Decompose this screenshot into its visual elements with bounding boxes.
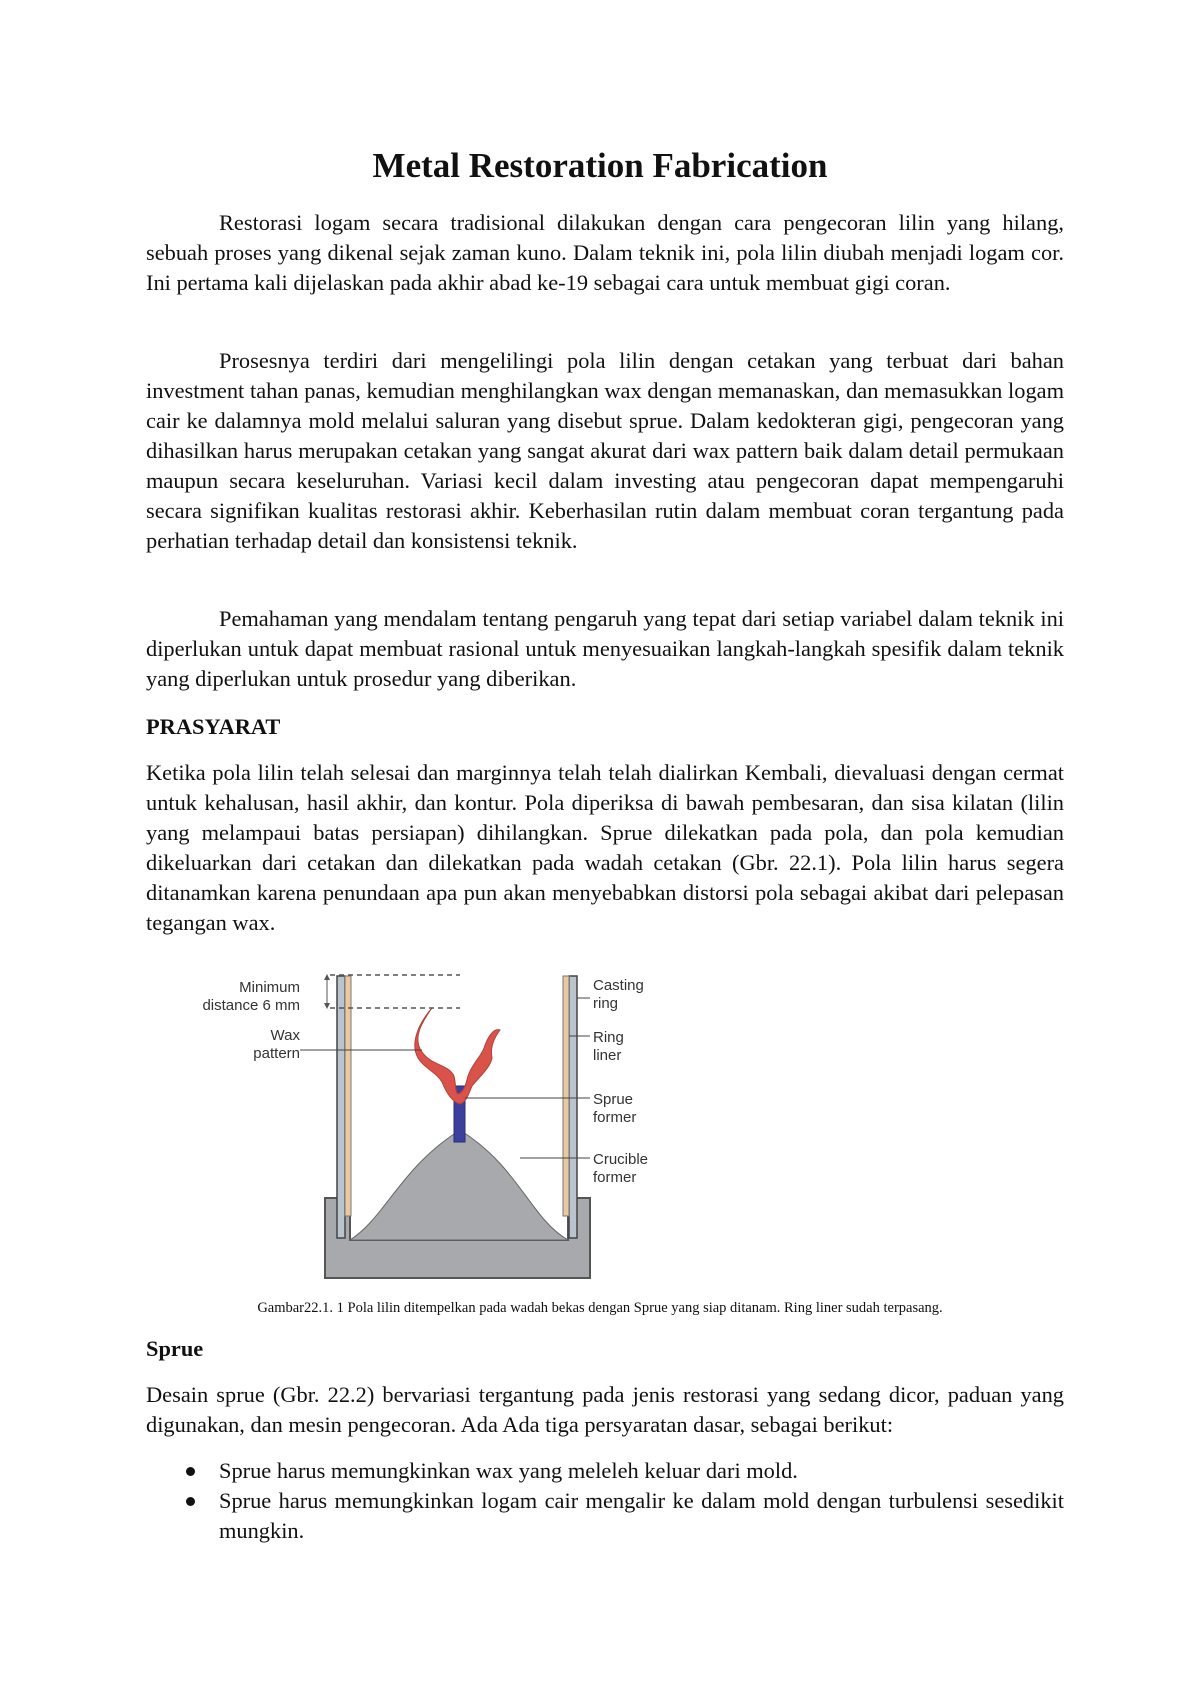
label-minimum-2: distance 6 mm <box>202 997 300 1014</box>
paragraph-intro: Restorasi logam secara tradisional dilakukan dengan cara pengecoran lilin yang hilang, sebuah proses yang dikenal sejak zaman kuno. Dalam teknik ini, pola lilin diubah menjadi logam cor. Ini pertama kali dijelaskan pada akhir abad ke-19 sebagai cara untuk membuat gigi coran. <box>146 210 1064 295</box>
label-wax-1: Wax <box>270 1027 300 1044</box>
label-sprue-1: Sprue <box>593 1091 634 1108</box>
label-casting-2: ring <box>593 995 619 1012</box>
paragraph-prasyarat: Ketika pola lilin telah selesai dan marginnya telah telah dialirkan Kembali, dievaluasi dengan cermat untuk kehalusan, hasil akhir, dan kontur. Pola diperiksa di bawah pembesaran, dan sisa kilatan (lilin yang melampaui batas persiapan) dihilangkan. Sprue dilekatkan pada pola, dan pola kemudian dikeluarkan dari cetakan dan dilekatkan pada wadah cetakan (Gbr. 22.1). Pola lilin harus segera ditanamkan karena penundaan apa pun akan menyebabkan distorsi pola sebagai akibat dari pelepasan tegangan wax. <box>146 760 1064 935</box>
label-ringliner-2: liner <box>593 1047 622 1064</box>
list-item-text: Sprue harus memungkinkan wax yang meleleh keluar dari mold. <box>219 1458 798 1483</box>
label-casting-1: Casting <box>593 977 644 994</box>
requirements-list <box>146 1456 1064 1546</box>
ring-liner-left <box>345 976 351 1216</box>
casting-ring-left <box>337 976 345 1238</box>
label-wax-2: pattern <box>253 1045 300 1062</box>
ring-liner-right <box>563 976 569 1216</box>
label-crucible-1: Crucible <box>593 1151 649 1168</box>
bullet-icon <box>186 1497 195 1506</box>
figure-caption: Gambar22.1. 1 Pola lilin ditempelkan pada wadah bekas dengan Sprue yang siap ditanam. Ring liner sudah terpasang. <box>257 1300 943 1316</box>
heading-sprue: Sprue <box>146 1336 204 1361</box>
page-title: Metal Restoration Fabrication <box>372 146 828 185</box>
label-sprue-2: former <box>593 1109 637 1126</box>
paragraph-sprue: Desain sprue (Gbr. 22.2) bervariasi tergantung pada jenis restorasi yang sedang dicor, paduan yang digunakan, dan mesin pengecoran. Ada Ada tiga persyaratan dasar, sebagai berikut: <box>146 1382 1064 1437</box>
paragraph-process: Prosesnya terdiri dari mengelilingi pola lilin dengan cetakan yang terbuat dari bahan investment tahan panas, kemudian menghilangkan wax dengan memanaskan, dan memasukkan logam cair ke dalamnya mold melalui saluran yang disebut sprue. Dalam kedokteran gigi, pengecoran yang dihasilkan harus merupakan cetakan yang sangat akurat dari wax pattern baik dalam detail permukaan maupun secara keseluruhan. Variasi kecil dalam investing atau pengecoran dapat mempengaruhi secara signifikan kualitas restorasi akhir. Keberhasilan rutin dalam membuat coran tergantung pada perhatian terhadap detail dan konsistensi teknik. <box>146 348 1064 553</box>
figure-casting-ring-diagram <box>200 968 680 1286</box>
casting-ring-right <box>569 976 577 1238</box>
casting-ring-diagram <box>200 968 680 1286</box>
list-item <box>146 1456 1064 1486</box>
list-item <box>146 1486 1064 1546</box>
bullet-icon <box>186 1467 195 1476</box>
crucible-cone <box>350 1130 568 1240</box>
label-ringliner-1: Ring <box>593 1029 624 1046</box>
label-crucible-2: former <box>593 1169 637 1186</box>
heading-prasyarat: PRASYARAT <box>146 714 281 739</box>
label-minimum-1: Minimum <box>239 979 300 996</box>
list-item-text: Sprue harus memungkinkan logam cair mengalir ke dalam mold dengan turbulensi sesedikit mungkin. <box>219 1488 1064 1543</box>
paragraph-understanding: Pemahaman yang mendalam tentang pengaruh yang tepat dari setiap variabel dalam teknik ini diperlukan untuk dapat membuat rasional untuk menyesuaikan langkah-langkah spesifik dalam teknik yang diperlukan untuk prosedur yang diberikan. <box>146 606 1064 691</box>
